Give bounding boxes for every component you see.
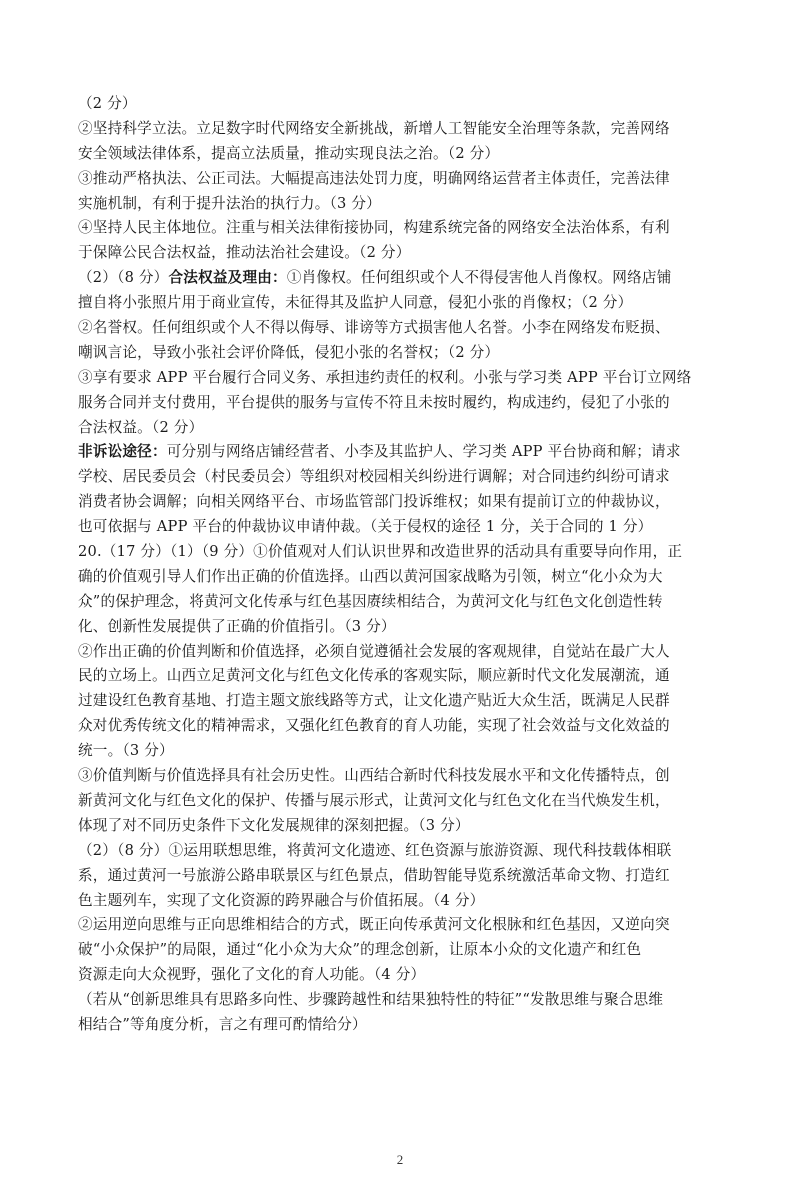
- line-text: ②运用逆向思维与正向思维相结合的方式，既正向传承黄河文化根脉和红色基因，又逆向突: [78, 916, 670, 934]
- text-line: [78, 913, 722, 938]
- text-line: [78, 416, 722, 441]
- line-text: 合法权益。（2 分）: [78, 418, 204, 436]
- text-line: [78, 590, 722, 615]
- line-text: 民的立场上。山西立足黄河文化与红色文化传承的客观实际，顺应新时代文化发展潮流，通: [78, 667, 670, 685]
- line-text: ①肖像权。任何组织或个人不得侵害他人肖像权。网络店铺: [286, 269, 672, 287]
- text-line: [78, 664, 722, 689]
- bold-heading-text: 非诉讼途径：: [78, 443, 167, 461]
- line-text: 化、创新性发展提供了正确的价值指引。（3 分）: [78, 617, 396, 635]
- line-text: 学校、居民委员会（村民委员会）等组织对校园相关纠纷进行调解；对合同违约纠纷可请求: [78, 468, 670, 486]
- line-text: ③推动严格执法、公正司法。大幅提高违法处罚力度，明确网络运营者主体责任，完善法律: [78, 169, 670, 187]
- text-line: [78, 789, 722, 814]
- line-text: 实施机制，有利于提升法治的执行力。（3 分）: [78, 194, 381, 212]
- text-line: [78, 341, 722, 366]
- line-text: 可分别与网络店铺经营者、小李及其监护人、学习类 APP 平台协商和解；请求: [166, 443, 681, 461]
- line-text: 色主题列车，实现了文化资源的跨界融合与价值拓展。（4 分）: [78, 891, 485, 909]
- text-line: [78, 465, 722, 490]
- text-line: [78, 839, 722, 864]
- text-line: [78, 167, 722, 192]
- line-text: （2）（8 分）①运用联想思维，将黄河文化遗迹、红色资源与旅游资源、现代科技载体相联: [78, 841, 672, 859]
- line-text: 众”的保护理念，将黄河文化传承与红色基因赓续相结合，为黄河文化与红色文化创造性转: [78, 592, 663, 610]
- line-text: 过建设红色教育基地、打造主题文旅线路等方式，让文化遗产贴近大众生活，既满足人民群: [78, 692, 670, 710]
- text-line: [78, 117, 722, 142]
- text-line: [78, 540, 722, 565]
- line-text: 嘲讽言论，导致小张社会评价降低，侵犯小张的名誉权；（2 分）: [78, 343, 500, 361]
- text-line: [78, 565, 722, 590]
- line-text: ③价值判断与价值选择具有社会历史性。山西结合新时代科技发展水平和文化传播特点，创: [78, 767, 670, 785]
- line-text: 破“小众保护”的局限，通过“化小众为大众”的理念创新，让原本小众的文化遗产和红色: [78, 941, 642, 959]
- text-line: [78, 714, 722, 739]
- text-line: [78, 988, 722, 1013]
- document-page: [78, 92, 722, 1038]
- line-text: 确的价值观引导人们作出正确的价值选择。山西以黄河国家战略为引领，树立“化小众为大: [78, 567, 663, 585]
- text-line: [78, 142, 722, 167]
- line-text: 也可依据与 APP 平台的仲裁协议申请仲裁。（关于侵权的途径 1 分，关于合同的 1 分）: [78, 518, 653, 536]
- line-text: 资源走向大众视野，强化了文化的育人功能。（4 分）: [78, 966, 426, 984]
- line-text: 擅自将小张照片用于商业宣传，未征得其及监护人同意，侵犯小张的肖像权；（2 分）: [78, 294, 633, 312]
- line-text: ④坚持人民主体地位。注重与相关法律衔接协同，构建系统完备的网络安全法治体系，有利: [78, 219, 670, 237]
- text-line: [78, 739, 722, 764]
- line-text: （2）（8 分）: [78, 269, 169, 287]
- text-line: [78, 689, 722, 714]
- text-line: [78, 266, 722, 291]
- text-line: [78, 92, 722, 117]
- line-text: ②作出正确的价值判断和价值选择，必须自觉遵循社会发展的客观规律，自觉站在最广大人: [78, 642, 670, 660]
- text-line: [78, 515, 722, 540]
- line-text: 消费者协会调解；向相关网络平台、市场监管部门投诉维权；如果有提前订立的仲裁协议，: [78, 493, 670, 511]
- text-line: [78, 864, 722, 889]
- page-number: 2: [396, 1152, 404, 1167]
- text-line: [78, 490, 722, 515]
- line-text: ③享有要求 APP 平台履行合同义务、承担违约责任的权利。小张与学习类 APP 平台订立网络: [78, 368, 692, 386]
- text-line: [78, 440, 722, 465]
- text-line: [78, 391, 722, 416]
- bold-heading-text: 合法权益及理由：: [168, 269, 287, 287]
- line-text: 相结合”等角度分析，言之有理可酌情给分）: [78, 1015, 367, 1033]
- text-line: [78, 938, 722, 963]
- text-line: [78, 764, 722, 789]
- line-text: （2 分）: [78, 95, 137, 112]
- text-line: [78, 640, 722, 665]
- line-text: 系，通过黄河一号旅游公路串联景区与红色景点，借助智能导览系统激活革命文物、打造红: [78, 866, 670, 884]
- text-line: [78, 615, 722, 640]
- text-line: [78, 814, 722, 839]
- line-text: 统一。（3 分）: [78, 742, 174, 760]
- line-text: 于保障公民合法权益，推动法治社会建设。（2 分）: [78, 244, 411, 262]
- line-text: 20.（17 分）（1）（9 分）①价值观对人们认识世界和改造世界的活动具有重要导向作用，正: [78, 543, 683, 561]
- line-text: ②名誉权。任何组织或个人不得以侮辱、诽谤等方式损害他人名誉。小李在网络发布贬损、: [78, 319, 670, 337]
- text-line: [78, 316, 722, 341]
- line-text: 安全领域法律体系，提高立法质量，推动实现良法之治。（2 分）: [78, 144, 500, 162]
- line-text: （若从“创新思维具有思路多向性、步骤跨越性和结果独特性的特征”“发散思维与聚合思维: [78, 991, 664, 1009]
- text-line: [78, 1013, 722, 1038]
- text-line: [78, 963, 722, 988]
- text-line: [78, 366, 722, 391]
- line-text: 服务合同并支付费用，平台提供的服务与宣传不符且未按时履约，构成违约，侵犯了小张的: [78, 393, 670, 411]
- line-text: ②坚持科学立法。立足数字时代网络安全新挑战，新增人工智能安全治理等条款，完善网络: [78, 119, 670, 137]
- text-line: [78, 889, 722, 914]
- text-line: [78, 291, 722, 316]
- text-line: [78, 192, 722, 217]
- text-line: [78, 216, 722, 241]
- line-text: 新黄河文化与红色文化的保护、传播与展示形式，让黄河文化与红色文化在当代焕发生机，: [78, 791, 670, 809]
- line-text: 众对优秀传统文化的精神需求，又强化红色教育的育人功能，实现了社会效益与文化效益的: [78, 717, 670, 735]
- line-text: 体现了对不同历史条件下文化发展规律的深刻把握。（3 分）: [78, 816, 470, 834]
- text-line: [78, 241, 722, 266]
